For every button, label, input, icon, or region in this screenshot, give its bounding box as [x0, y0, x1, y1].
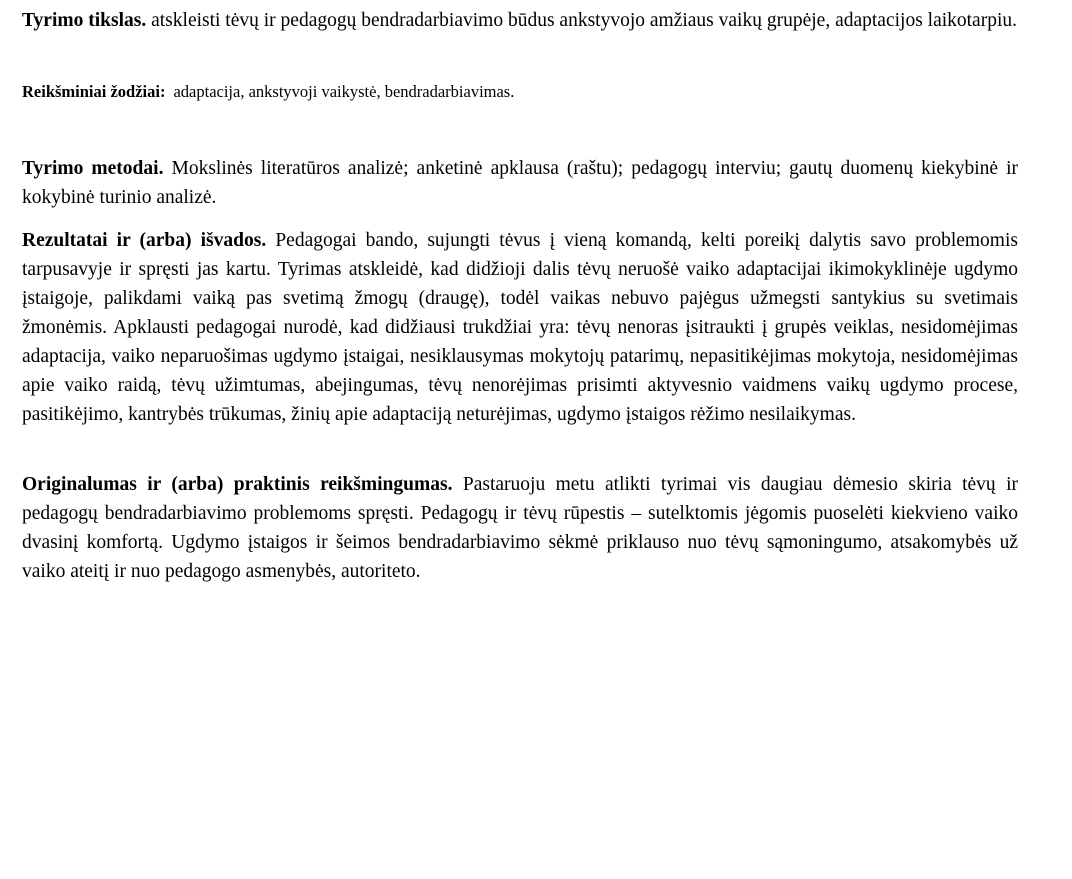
originality-text: Pastaruoju metu atlikti tyrimai vis daugiau dėmesio skiria tėvų ir pedagogų bendradarbiavimo problemoms spręsti. Pedagogų ir tėvų rūpestis – sutelktomis jėgomis puoselėti kiekvieno vaiko dvasinį komfortą. Ugdymo įstaigos ir šeimos bendradarbiavimo sėkmė priklauso nuo tėvų sąmoningumo, atsakomybės už vaiko ateitį ir nuo pedagogo asmenybės, autoriteto. [22, 474, 1019, 582]
research-methods-text: Mokslinės literatūros analizė; anketinė apklausa (raštu); pedagogų interviu; gautų duomenų kiekybinė ir kokybinė turinio analizė. [22, 158, 1019, 208]
research-methods-paragraph [22, 154, 1018, 212]
keywords-label: Reikšminiai žodžiai: [22, 82, 166, 101]
research-aim-label: Tyrimo tikslas. [22, 10, 147, 31]
research-methods-label: Tyrimo metodai. [22, 158, 164, 179]
originality-label: Originalumas ir (arba) praktinis reikšmingumas. [22, 474, 453, 495]
results-label: Rezultatai ir (arba) išvados. [22, 230, 267, 251]
keywords-text: adaptacija, ankstyvoji vaikystė, bendradarbiavimas. [173, 82, 515, 101]
results-paragraph [22, 226, 1018, 429]
keywords-paragraph [22, 79, 1018, 105]
originality-paragraph [22, 470, 1018, 586]
research-aim-text: atskleisti tėvų ir pedagogų bendradarbiavimo būdus ankstyvojo amžiaus vaikų grupėje, adaptacijos laikotarpiu. [146, 10, 1018, 31]
research-aim-paragraph [22, 6, 1018, 35]
results-text: Pedagogai bando, sujungti tėvus į vieną komandą, kelti poreikį dalytis savo problemomis tarpusavyje ir spręsti jas kartu. Tyrimas atskleidė, kad didžioji dalis tėvų neruošė vaiko adaptacijai ikimokyklinėje ugdymo įstaigoje, palikdami vaiką pas svetimą žmogų (draugę), todėl vaikas nebuvo pajėgus užmegsti santykius su svetimais žmonėmis. Apklausti pedagogai nurodė, kad didžiausi trukdžiai yra: tėvų nenoras įsitraukti į grupės veiklas, nesidomėjimas adaptacija, vaiko neparuošimas ugdymo įstaigai, nesiklausymas mokytojų patarimų, nepasitikėjimas mokytoja, nesidomėjimas apie vaiko raidą, tėvų užimtumas, abejingumas, tėvų nenorėjimas prisimti aktyvesnio vaidmens vaikų ugdymo procese, pasitikėjimo, kantrybės trūkumas, žinių apie adaptaciją neturėjimas, ugdymo įstaigos rėžimo nesilaikymas. [22, 230, 1018, 425]
